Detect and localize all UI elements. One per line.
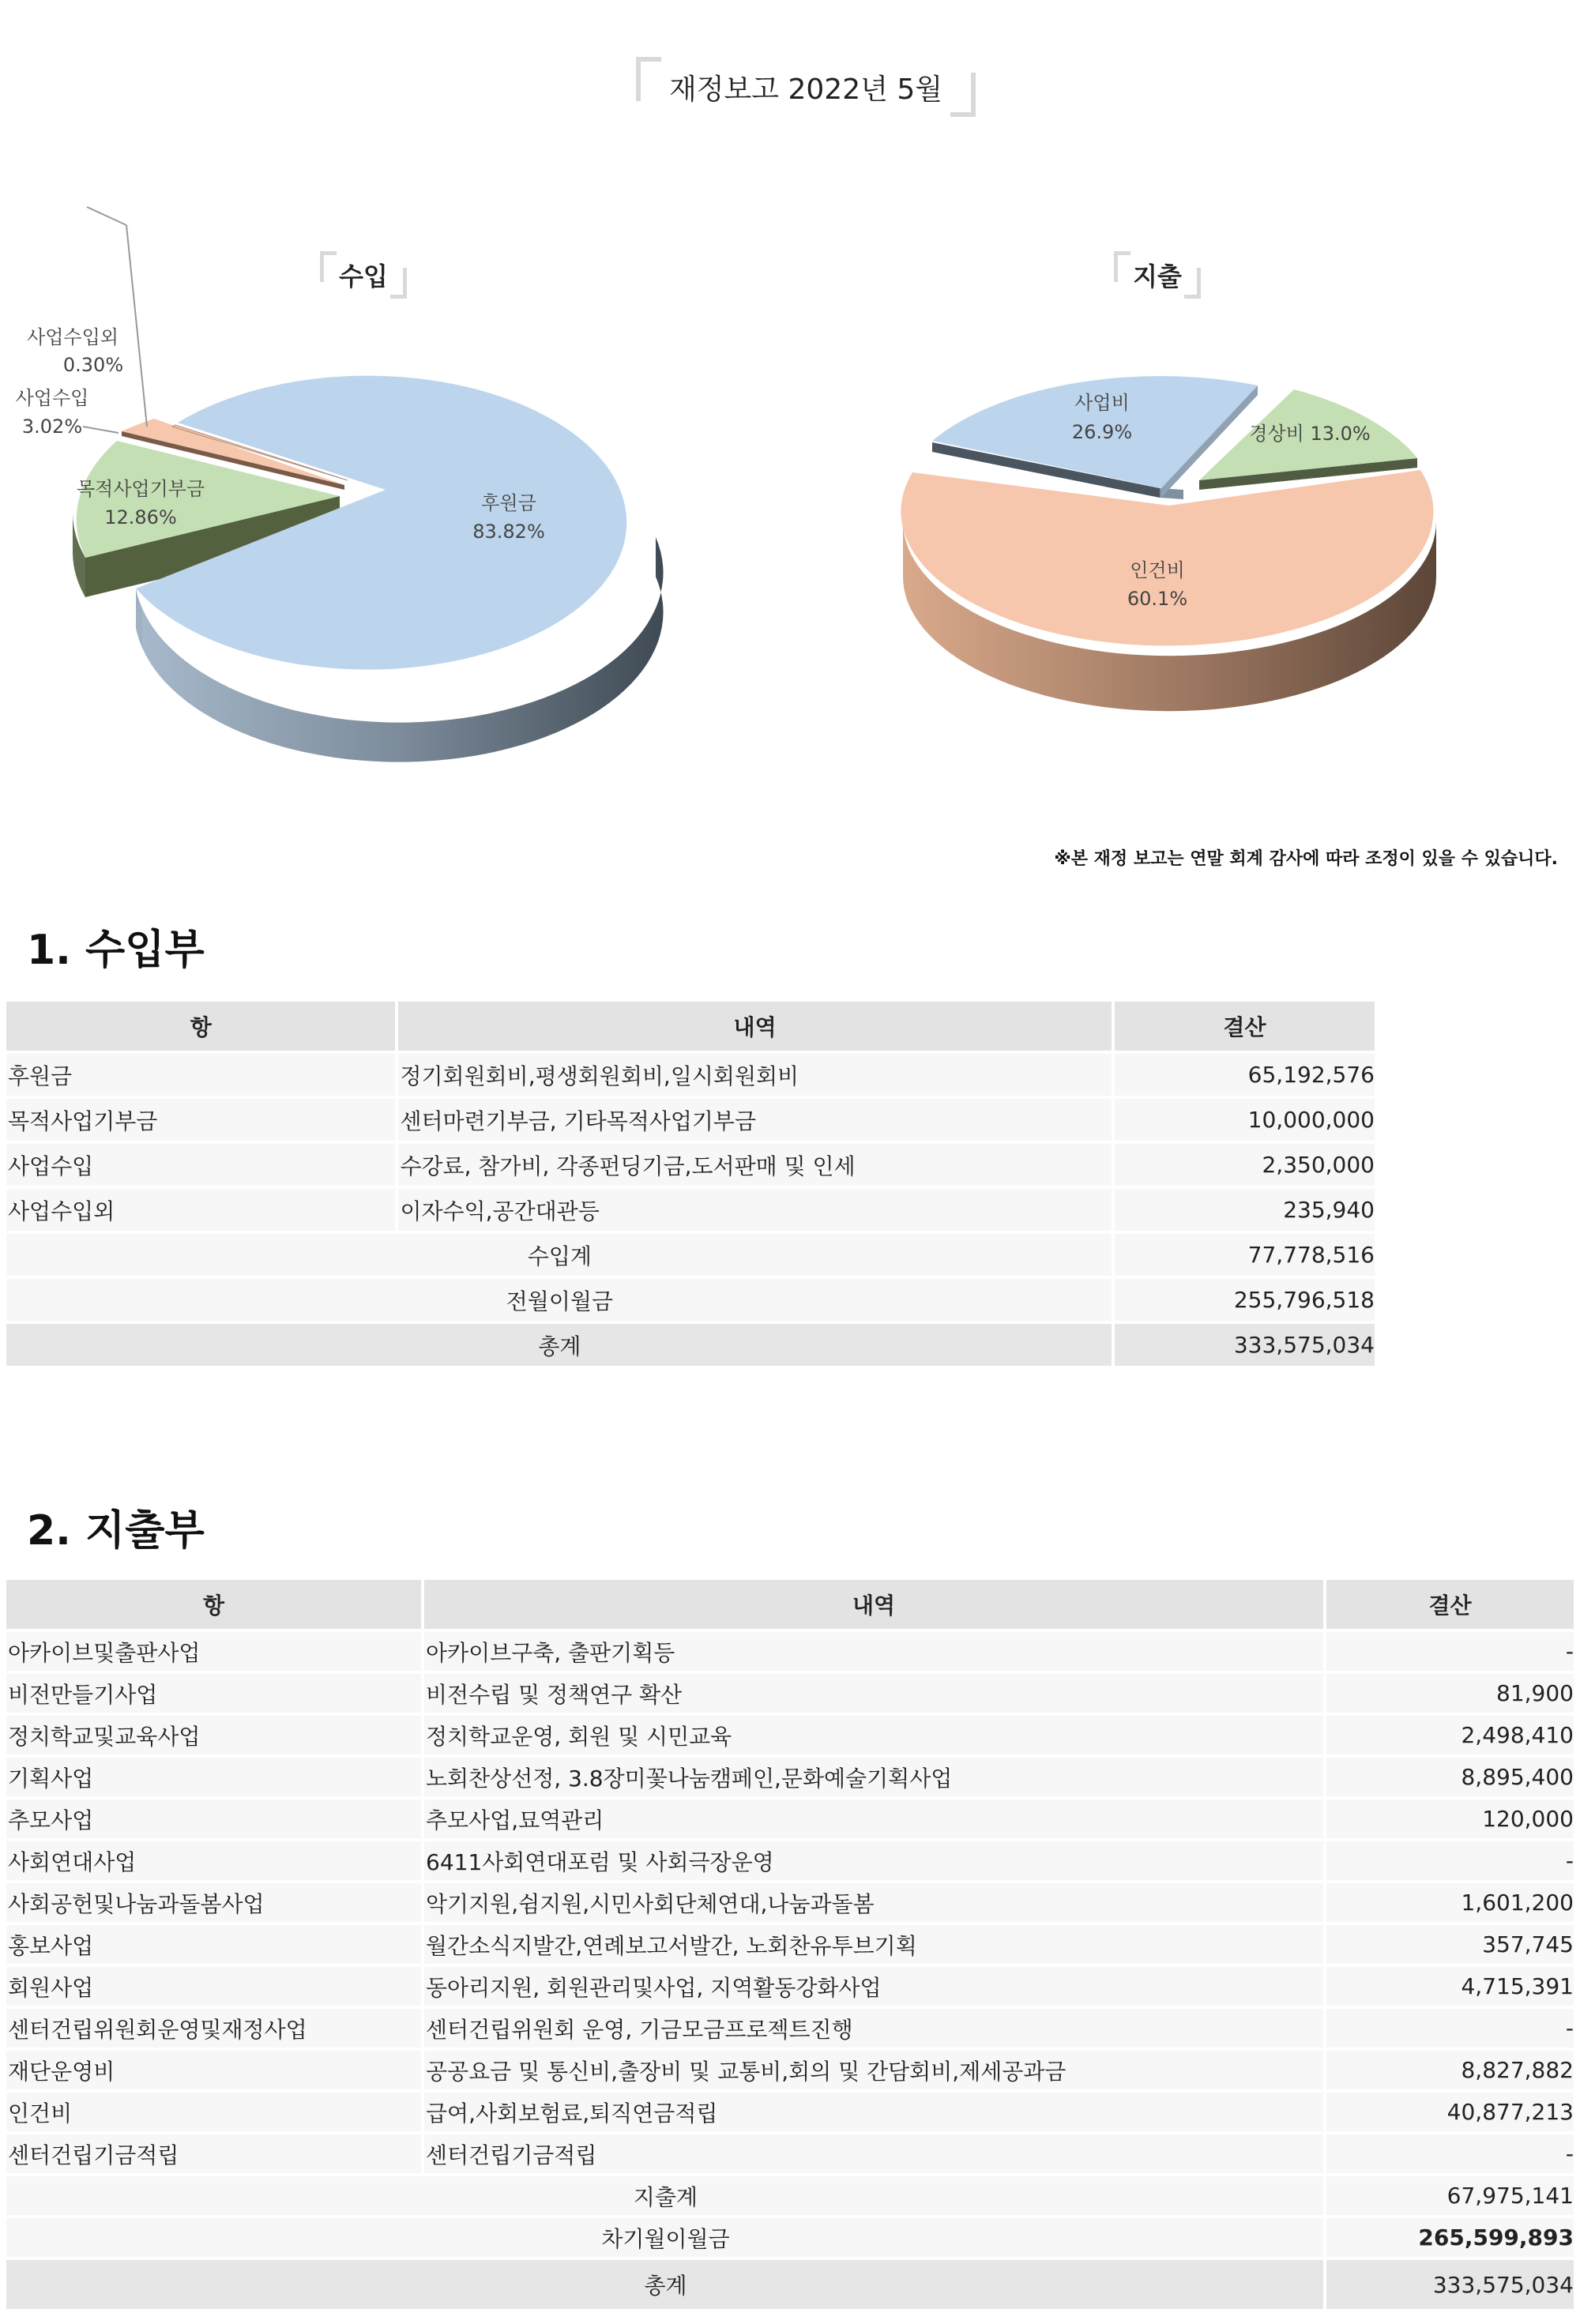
expense-cell-detail: 6411사회연대포럼 및 사회극장운영 — [424, 1841, 1323, 1880]
label-mokjeok-pct: 12.86% — [104, 506, 177, 528]
expense-cell-item: 사회연대사업 — [6, 1841, 421, 1880]
leader-line-saupoe — [126, 225, 147, 427]
expense-table-row — [6, 1674, 1574, 1713]
expense-subtotal-amount: 67,975,141 — [1326, 2176, 1574, 2215]
income-cell-detail: 수강료, 참가비, 각종펀딩기금,도서판매 및 인세 — [398, 1144, 1111, 1186]
expense-cell-detail: 센터건립위원회 운영, 기금모금프로젝트진행 — [424, 2009, 1323, 2048]
expense-table-row — [6, 1799, 1574, 1838]
expense-header-detail: 내역 — [424, 1580, 1323, 1629]
income-heading: 1. 수입부 — [27, 927, 205, 974]
expense-table-row — [6, 1967, 1574, 2006]
income-carry-label: 전월이월금 — [6, 1279, 1112, 1321]
expense-cell-item: 회원사업 — [6, 1967, 421, 2006]
expense-total-row — [6, 2260, 1574, 2309]
expense-cell-item: 사회공헌및나눔과돌봄사업 — [6, 1883, 421, 1922]
label-saup-pct: 3.02% — [21, 416, 83, 438]
income-table — [3, 998, 1378, 1369]
label-ingunbi-pct: 60.1% — [1127, 588, 1188, 610]
pie-charts — [0, 0, 1580, 790]
income-carry-row — [6, 1279, 1375, 1321]
label-saup: 사업수입 — [15, 387, 89, 409]
expense-cell-detail: 월간소식지발간,연례보고서발간, 노회찬유투브기획 — [424, 1925, 1323, 1964]
page-title-text: 재정보고 2022년 5월 — [668, 73, 943, 106]
label-gyeongsangbi: 경상비 13.0% — [1249, 423, 1371, 445]
expense-cell-item: 기획사업 — [6, 1758, 421, 1796]
income-subtotal-label: 수입계 — [6, 1234, 1112, 1276]
income-cell-item: 후원금 — [6, 1054, 395, 1096]
expense-cell-amount: 81,900 — [1326, 1674, 1574, 1713]
expense-heading: 2. 지출부 — [27, 1507, 205, 1555]
expense-total-label: 총계 — [6, 2260, 1323, 2309]
expense-cell-amount: - — [1326, 1632, 1574, 1671]
income-cell-amount: 65,192,576 — [1115, 1054, 1375, 1096]
expense-table-row — [6, 1632, 1574, 1671]
label-ingunbi: 인건비 — [1130, 559, 1185, 581]
income-total-row — [6, 1324, 1375, 1366]
expense-cell-detail: 노회찬상선정, 3.8장미꽃나눔캠페인,문화예술기획사업 — [424, 1758, 1323, 1796]
income-header-detail: 내역 — [398, 1002, 1111, 1051]
income-cell-amount: 2,350,000 — [1115, 1144, 1375, 1186]
expense-table-row — [6, 2093, 1574, 2131]
expense-cell-amount: 8,895,400 — [1326, 1758, 1574, 1796]
expense-cell-amount: 357,745 — [1326, 1925, 1574, 1964]
expense-cell-item: 홍보사업 — [6, 1925, 421, 1964]
leader-line-saup — [83, 427, 118, 433]
expense-cell-amount: 120,000 — [1326, 1799, 1574, 1838]
label-mokjeok: 목적사업기부금 — [76, 478, 205, 500]
label-huwon-pct: 83.82% — [472, 521, 545, 543]
expense-cell-detail: 아카이브구축, 출판기획등 — [424, 1632, 1323, 1671]
expense-cell-detail: 정치학교운영, 회원 및 시민교육 — [424, 1716, 1323, 1754]
expense-table-row — [6, 1841, 1574, 1880]
label-saupbi: 사업비 — [1074, 392, 1130, 414]
income-cell-amount: 235,940 — [1115, 1189, 1375, 1231]
income-table-header — [6, 1002, 1375, 1051]
expense-table-row — [6, 2009, 1574, 2048]
income-table-row — [6, 1099, 1375, 1141]
income-carry-amount: 255,796,518 — [1115, 1279, 1375, 1321]
label-huwon: 후원금 — [481, 492, 536, 514]
expense-cell-item: 정치학교및교육사업 — [6, 1716, 421, 1754]
expense-cell-item: 비전만들기사업 — [6, 1674, 421, 1713]
income-total-label: 총계 — [6, 1324, 1112, 1366]
expense-subtotal-label: 지출계 — [6, 2176, 1323, 2215]
expense-subtotal-row — [6, 2176, 1574, 2215]
income-total-amount: 333,575,034 — [1115, 1324, 1375, 1366]
expense-cell-item: 인건비 — [6, 2093, 421, 2131]
expense-cell-amount: - — [1326, 2009, 1574, 2048]
income-subtotal-row — [6, 1234, 1375, 1276]
expense-cell-item: 추모사업 — [6, 1799, 421, 1838]
expense-cell-item: 재단운영비 — [6, 2051, 421, 2089]
expense-table-row — [6, 2051, 1574, 2089]
income-cell-detail: 정기회원회비,평생회원회비,일시회원회비 — [398, 1054, 1111, 1096]
expense-header-amount: 결산 — [1326, 1580, 1574, 1629]
expense-cell-detail: 급여,사회보험료,퇴직연금적립 — [424, 2093, 1323, 2131]
expense-carry-row — [6, 2218, 1574, 2257]
income-cell-item: 사업수입 — [6, 1144, 395, 1186]
expense-cell-amount: 2,498,410 — [1326, 1716, 1574, 1754]
income-header-item: 항 — [6, 1002, 395, 1051]
expense-cell-item: 센터건립기금적립 — [6, 2134, 421, 2173]
expense-total-amount: 333,575,034 — [1326, 2260, 1574, 2309]
expense-table-header — [6, 1580, 1574, 1629]
expense-header-item: 항 — [6, 1580, 421, 1629]
expense-cell-amount: 4,715,391 — [1326, 1967, 1574, 2006]
expense-cell-detail: 동아리지원, 회원관리및사업, 지역활동강화사업 — [424, 1967, 1323, 2006]
income-table-row — [6, 1189, 1375, 1231]
expense-cell-amount: 40,877,213 — [1326, 2093, 1574, 2131]
income-cell-item: 목적사업기부금 — [6, 1099, 395, 1141]
label-saupbi-pct: 26.9% — [1071, 421, 1133, 443]
expense-table-row — [6, 1883, 1574, 1922]
expense-cell-detail: 추모사업,묘역관리 — [424, 1799, 1323, 1838]
income-table-row — [6, 1144, 1375, 1186]
expense-carry-label: 차기월이월금 — [6, 2218, 1323, 2257]
income-cell-detail: 센터마련기부금, 기타목적사업기부금 — [398, 1099, 1111, 1141]
expense-carry-amount: 265,599,893 — [1326, 2218, 1574, 2257]
label-saupoe: 사업수입외 — [27, 326, 118, 348]
expense-cell-item: 센터건립위원회운영및재정사업 — [6, 2009, 421, 2048]
income-chart-title-text: 수입 — [339, 261, 388, 291]
income-table-row — [6, 1054, 1375, 1096]
expense-cell-detail: 센터건립기금적립 — [424, 2134, 1323, 2173]
income-subtotal-amount: 77,778,516 — [1115, 1234, 1375, 1276]
income-cell-item: 사업수입외 — [6, 1189, 395, 1231]
label-saupoe-pct: 0.30% — [62, 354, 124, 376]
expense-table — [3, 1577, 1577, 2312]
expense-cell-amount: 1,601,200 — [1326, 1883, 1574, 1922]
expense-cell-detail: 공공요금 및 통신비,출장비 및 교통비,회의 및 간담회비,제세공과금 — [424, 2051, 1323, 2089]
expense-cell-amount: 8,827,882 — [1326, 2051, 1574, 2089]
income-header-amount: 결산 — [1115, 1002, 1375, 1051]
income-cell-detail: 이자수익,공간대관등 — [398, 1189, 1111, 1231]
expense-table-row — [6, 1716, 1574, 1754]
expense-table-row — [6, 1925, 1574, 1964]
expense-table-row — [6, 2134, 1574, 2173]
expense-cell-amount: - — [1326, 2134, 1574, 2173]
expense-chart-title-text: 지출 — [1133, 261, 1182, 291]
expense-cell-detail: 악기지원,쉼지원,시민사회단체연대,나눔과돌봄 — [424, 1883, 1323, 1922]
expense-cell-item: 아카이브및출판사업 — [6, 1632, 421, 1671]
expense-cell-detail: 비전수립 및 정책연구 확산 — [424, 1674, 1323, 1713]
income-cell-amount: 10,000,000 — [1115, 1099, 1375, 1141]
expense-cell-amount: - — [1326, 1841, 1574, 1880]
expense-table-row — [6, 1758, 1574, 1796]
disclaimer-note: ※본 재정 보고는 연말 회계 감사에 따라 조정이 있을 수 있습니다. — [1054, 849, 1558, 869]
